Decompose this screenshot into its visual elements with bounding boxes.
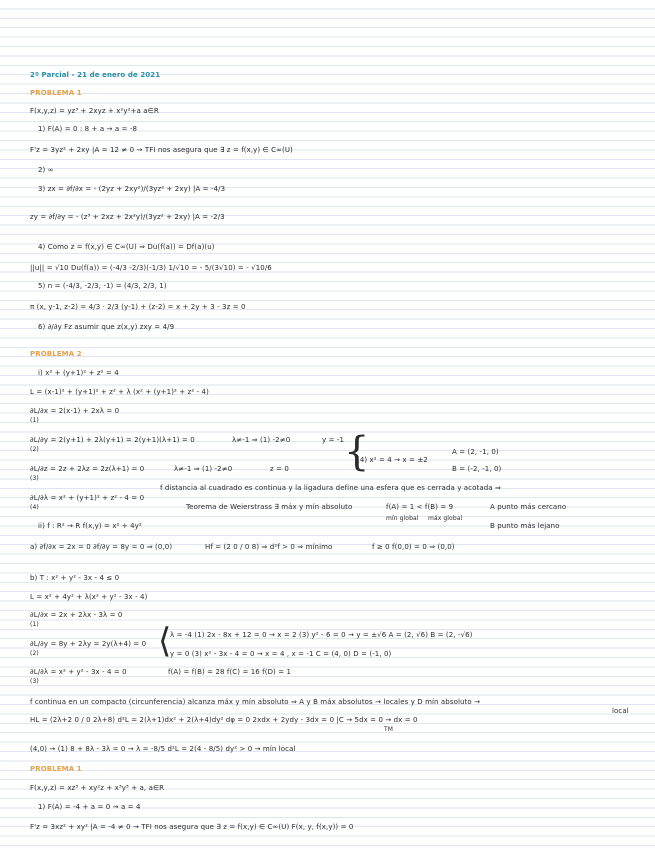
point-A: A = (2, -1, 0) — [452, 448, 499, 456]
function-values: f(A) = 1 < f(B) = 9 — [386, 503, 454, 511]
b-hessian: HL = (2λ+2 0 / 0 2λ+8) d²L = 2(λ+1)dx² + 2(λ+4)dy² dφ = 0 2xdx + 2ydy - 3dx = 0 |C → 5dx = 0 → dx = 0 — [30, 716, 418, 724]
function-definition: F(x,y,z) = yz³ + 2xyz + x²y²+a a∈R — [30, 107, 159, 115]
part-2-answer: 2) ∞ — [38, 166, 54, 174]
lagrangian-b: L = x² + 4y² + λ(x² + y² - 3x - 4) — [30, 593, 148, 601]
eq-dLz-result2: z = 0 — [270, 465, 289, 473]
part-b-region: b) T : x² + y² - 3x - 4 ≤ 0 — [30, 574, 120, 582]
part-6-answer: 6) ∂/∂y Fz asumir que z(x,y) zxy = 4/9 — [38, 323, 175, 331]
part-5-normal: 5) n = (-4/3, -2/3, -1) = (4/3, 2/3, 1) — [38, 282, 167, 290]
b-case-lambda: λ = -4 (1) 2x - 8x + 12 = 0 → x = 2 (3) y² - 6 = 0 → y = ±√6 A = (2, √6) B = (2, -√6) — [170, 631, 473, 639]
b-conclusion: f continua en un compacto (circunferencia) alcanza máx y mín absoluto ⇒ A y B máx absolutos → locales y D mín absoluto → — [30, 698, 481, 706]
page-title: 2º Parcial - 21 de enero de 2021 — [30, 71, 161, 79]
b-tm-label: TM — [384, 726, 394, 733]
eq-dLz-number: (3) — [30, 475, 39, 482]
b-eq-dLx: ∂L/∂x = 2x + 2λx - 3λ = 0 — [30, 611, 123, 619]
min-global-label: mín global — [386, 515, 419, 522]
part-1-answer-b: 1) F(A) = -4 + a = 0 → a = 4 — [38, 803, 141, 811]
part-1-answer: 1) F(A) = 0 : 8 + a → a = -8 — [38, 125, 138, 133]
part-3-zx: 3) zx = ∂f/∂x = - (2yz + 2xy²)/(3yz² + 2xy) |A = -4/3 — [38, 185, 226, 193]
B-farthest-note: B punto más lejano — [490, 522, 560, 530]
A-nearest-note: A punto más cercano — [490, 503, 567, 511]
section-heading-problema2: PROBLEMA 2 — [30, 350, 82, 358]
constraint-sphere: i) x² + (y+1)² + z² = 4 — [38, 369, 119, 377]
eq-dLz-result1: λ≠-1 ⇒ (1) -2≠0 — [174, 465, 233, 473]
part-3-zy: zy = ∂f/∂y = - (z³ + 2xz + 2x²y)/(3yz² + 2xy) |A = -2/3 — [30, 213, 225, 221]
b-point-C-analysis: (4,0) → (1) 8 + 8λ - 3λ = 0 → λ = -8/5 d²L = 2(4 - 8/5) dy² > 0 → mín local — [30, 745, 296, 753]
partial-fz: F'z = 3yz² + 2xy |A = 12 ≠ 0 → TFI nos asegura que ∃ z = f(x,y) ∈ C∞(U) — [30, 146, 293, 154]
section-heading-problema1: PROBLEMA 1 — [30, 89, 82, 97]
eq-dLx-number: (1) — [30, 417, 39, 424]
point-B: B = (-2, -1, 0) — [452, 465, 502, 473]
b-eq-dLy-number: (2) — [30, 650, 39, 657]
continuity-note: f distancia al cuadrado es continua y la ligadura define una esfera que es cerrada y acotada ⇒ — [160, 484, 501, 492]
tangent-plane: π (x, y-1, z-2) = 4/3 · 2/3 (y-1) + (z-2) = x + 2y + 3 - 3z = 0 — [30, 303, 246, 311]
hessian-note: f ≥ 0 f(0,0) = 0 ⇒ (0,0) — [372, 543, 455, 551]
part-ii-function: ii) f : R² → R f(x,y) = x² + 4y² — [38, 522, 142, 530]
lagrangian: L = (x-1)² + (y+1)² + z² + λ (x² + (y+1)² + z² - 4) — [30, 388, 209, 396]
curly-brace-icon: { — [344, 429, 370, 475]
eq-dLlambda-number: (4) — [30, 504, 39, 511]
b-eq-dLlambda-number: (3) — [30, 678, 39, 685]
b-case-y0: y = 0 (3) x² - 3x - 4 = 0 → x = 4 , x = -1 C = (4, 0) D = (-1, 0) — [170, 650, 392, 658]
max-global-label: máx global — [428, 515, 463, 522]
b-eq-dLy: ∂L/∂y = 8y + 2λy = 2y(λ+4) = 0 — [30, 640, 147, 648]
eq-dLx: ∂L/∂x = 2(x-1) + 2xλ = 0 — [30, 407, 120, 415]
case-x-values: (4) x² = 4 → x = ±2 — [357, 456, 428, 464]
eq-dLlambda: ∂L/∂λ = x² + (y+1)² + z² - 4 = 0 — [30, 494, 145, 502]
hessian-analysis: Hf = (2 0 / 0 8) ⇒ d²f > 0 ⇒ mínimo — [205, 543, 333, 551]
b-eq-dLlambda: ∂L/∂λ = x² + y² - 3x - 4 = 0 — [30, 668, 127, 676]
b-conclusion-local: local — [612, 707, 629, 715]
b-eq-dLx-number: (1) — [30, 621, 39, 628]
section-heading-problema1-b: PROBLEMA 1 — [30, 765, 82, 773]
part-4-answer: 4) Como z = f(x,y) ∈ C∞(U) ⇒ Du(f(a)) = Df(a)(u) — [38, 243, 215, 251]
function-definition-b: F(x,y,z) = xz³ + xy²z + x³y³ + a, a∈R — [30, 784, 165, 792]
b-function-values: f(A) = f(B) = 28 f(C) = 16 f(D) = 1 — [168, 668, 292, 676]
eq-dLy-number: (2) — [30, 446, 39, 453]
directional-derivative: ||u|| = √10 Du(f(a)) = (-4/3 -2/3)(-1/3) 1/√10 = - 5/(3√10) = - √10/6 — [30, 264, 272, 272]
angle-brace-icon: ⟨ — [158, 621, 172, 661]
critical-points: a) ∂f/∂x = 2x = 0 ∂f/∂y = 8y = 0 ⇒ (0,0) — [30, 543, 173, 551]
weierstrass-note: Teorema de Weierstrass ∃ máx y mín absoluto — [186, 503, 353, 511]
eq-dLz: ∂L/∂z = 2z + 2λz = 2z(λ+1) = 0 — [30, 465, 145, 473]
eq-dLy: ∂L/∂y = 2(y+1) + 2λ(y+1) = 2(y+1)(λ+1) = 0 — [30, 436, 195, 444]
partial-fz-b: F'z = 3xz² + xy² |A = -4 ≠ 0 → TFI nos asegura que ∃ z = f(x,y) ∈ C∞(U) F(x, y, f(x,y)) = 0 — [30, 823, 354, 831]
eq-dLy-result1: λ≠-1 ⇒ (1) -2≠0 — [232, 436, 291, 444]
eq-dLy-result2: y = -1 — [322, 436, 345, 444]
